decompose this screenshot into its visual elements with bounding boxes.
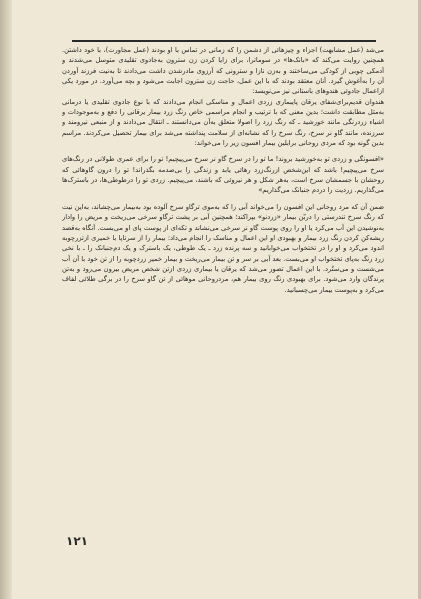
paragraph-1: می‌شد (عمل مشابهت) اجزاء و چیزهائی از دشمن را که زمانی در تماس با او بودند (عمل مجاورت)، با خود داشتن. همچنین روایت می‌کند که «بانک‌ها» در سوماترا، برای زایا کردن زن سترون به‌جادوی تقلیدی متوسل می‌شدند و آدمکی چوبی از کودکی می‌ساختند و به‌زن نازا و سترونی که آرزوی مادرشدن داشت می‌دادند تا به‌نیت فرزند آوردن آن را به‌آغوش گیرد. آنان معتقد بودند که با این عمل، حاجت زن سترون اجابت می‌شود و بچه می‌آورد. در مورد یکی ازاعمال جادوئی هندوهای باستانی نیز می‌نویسد: [62,46,384,96]
paragraph-2: هندوان قدیم‌برای‌شفای یرقان پایبماری زردی اعمال و مناسکی انجام می‌دادند که با نوع جادوی تقلیدی یا درمانی به‌مثل مطابقت داشت؛ بدین معنی که با ترتیب و انجام مراسمی خاص رنگ زرد بیمار یرقانی را دفع و به‌موجودات و اشیاء زردرنگی مانند خورشید ـ که رنگ زرد را اصولا متعلق به‌آن می‌دانستند ـ انتقال می‌دادند و از منبعی نیرومند و سرزنده، مانند گاو نر سرخ، رنگ سرخ را که نشانه‌ای از سلامت پنداشته می‌شد برای بیمار تحصیل می‌کردند. مراسم بدین گونه بود که مردی روحانی برابلین بیمار افسون زیر را می‌خواند: [62,97,384,148]
body-text [62,45,384,525]
header-rule [72,40,376,42]
page-gutter-shadow [0,0,12,599]
paragraph-quote: «افسونگی و زردی تو به‌خورشید بروند! ما تو را در سرخ گاو نر سرخ می‌پیچیم! تو را برای عمری طولانی در رنگ‌های سرخ می‌پیچیم! باشد که این‌شخص ازرنگ‌زرد رهائی یابد و زندگی را بی‌صدمه بگذراند! تو را درون گاوهائی که روحشان با جسمشان سرخ است، به‌هر شکل و هر نیروئی که باشند، می‌پیچیم. زردی تو را درطوطی‌ها، در باسترک‌ها می‌گذاریم. زردیت را دردم جنبانک می‌گذاریم» [62,155,384,195]
paragraph-4: ضمن آن که مرد روحانی این افسون را می‌خواند آبی را که به‌موی ترگاو سرخ آلوده بود به‌بیمار می‌چشاند، به‌این نیت که رنگ سرخ تندرستی را دربّن بیمار «زردنو» بپراکند؛ همچنین آبی بر پشت ترگاو سرخی می‌ریخت و مریض را وادار به‌نوشیدن این آب می‌کرد یا او را روی پوست گاو نر سرخی می‌نشاند و تکه‌ای از پوست پای او می‌بست. آنگاه به‌قصد ریشه‌کن کردن رنگ زرد بیمار و بهبودی او این اعمال و مناسک را انجام می‌داد: بیمار را از سرتاپا با خمیری ازتزرچوبه اندود می‌کرد و او را در تختخواب می‌خوابانید و سه پرنده زرد ـ یک طوطی، یک باسترک و یک دم‌جنبانک را ـ با نخی زرد رنگ به‌پای تختخواب او می‌بست. بعد آبی بر سر و تن بیمار می‌ریخت و بیمار خمیر زردچوبه را از تن خود با آن آب می‌شست و می‌ستُرد. با این اعمال تصور می‌شد که یرقان یا بیماری زردی ازتن شخص مریض بیرون می‌رود و به‌تن پرندگان وارد می‌شود. برای بهبودی رنگ روی بیمار هم، مردروحانی موهائی از تن گاو سرخ را در برگی طلائی لفاف می‌کرد و به‌پوست بیمار می‌چسبانید. [62,202,384,294]
page-number: ۱۲۱ [66,534,88,548]
